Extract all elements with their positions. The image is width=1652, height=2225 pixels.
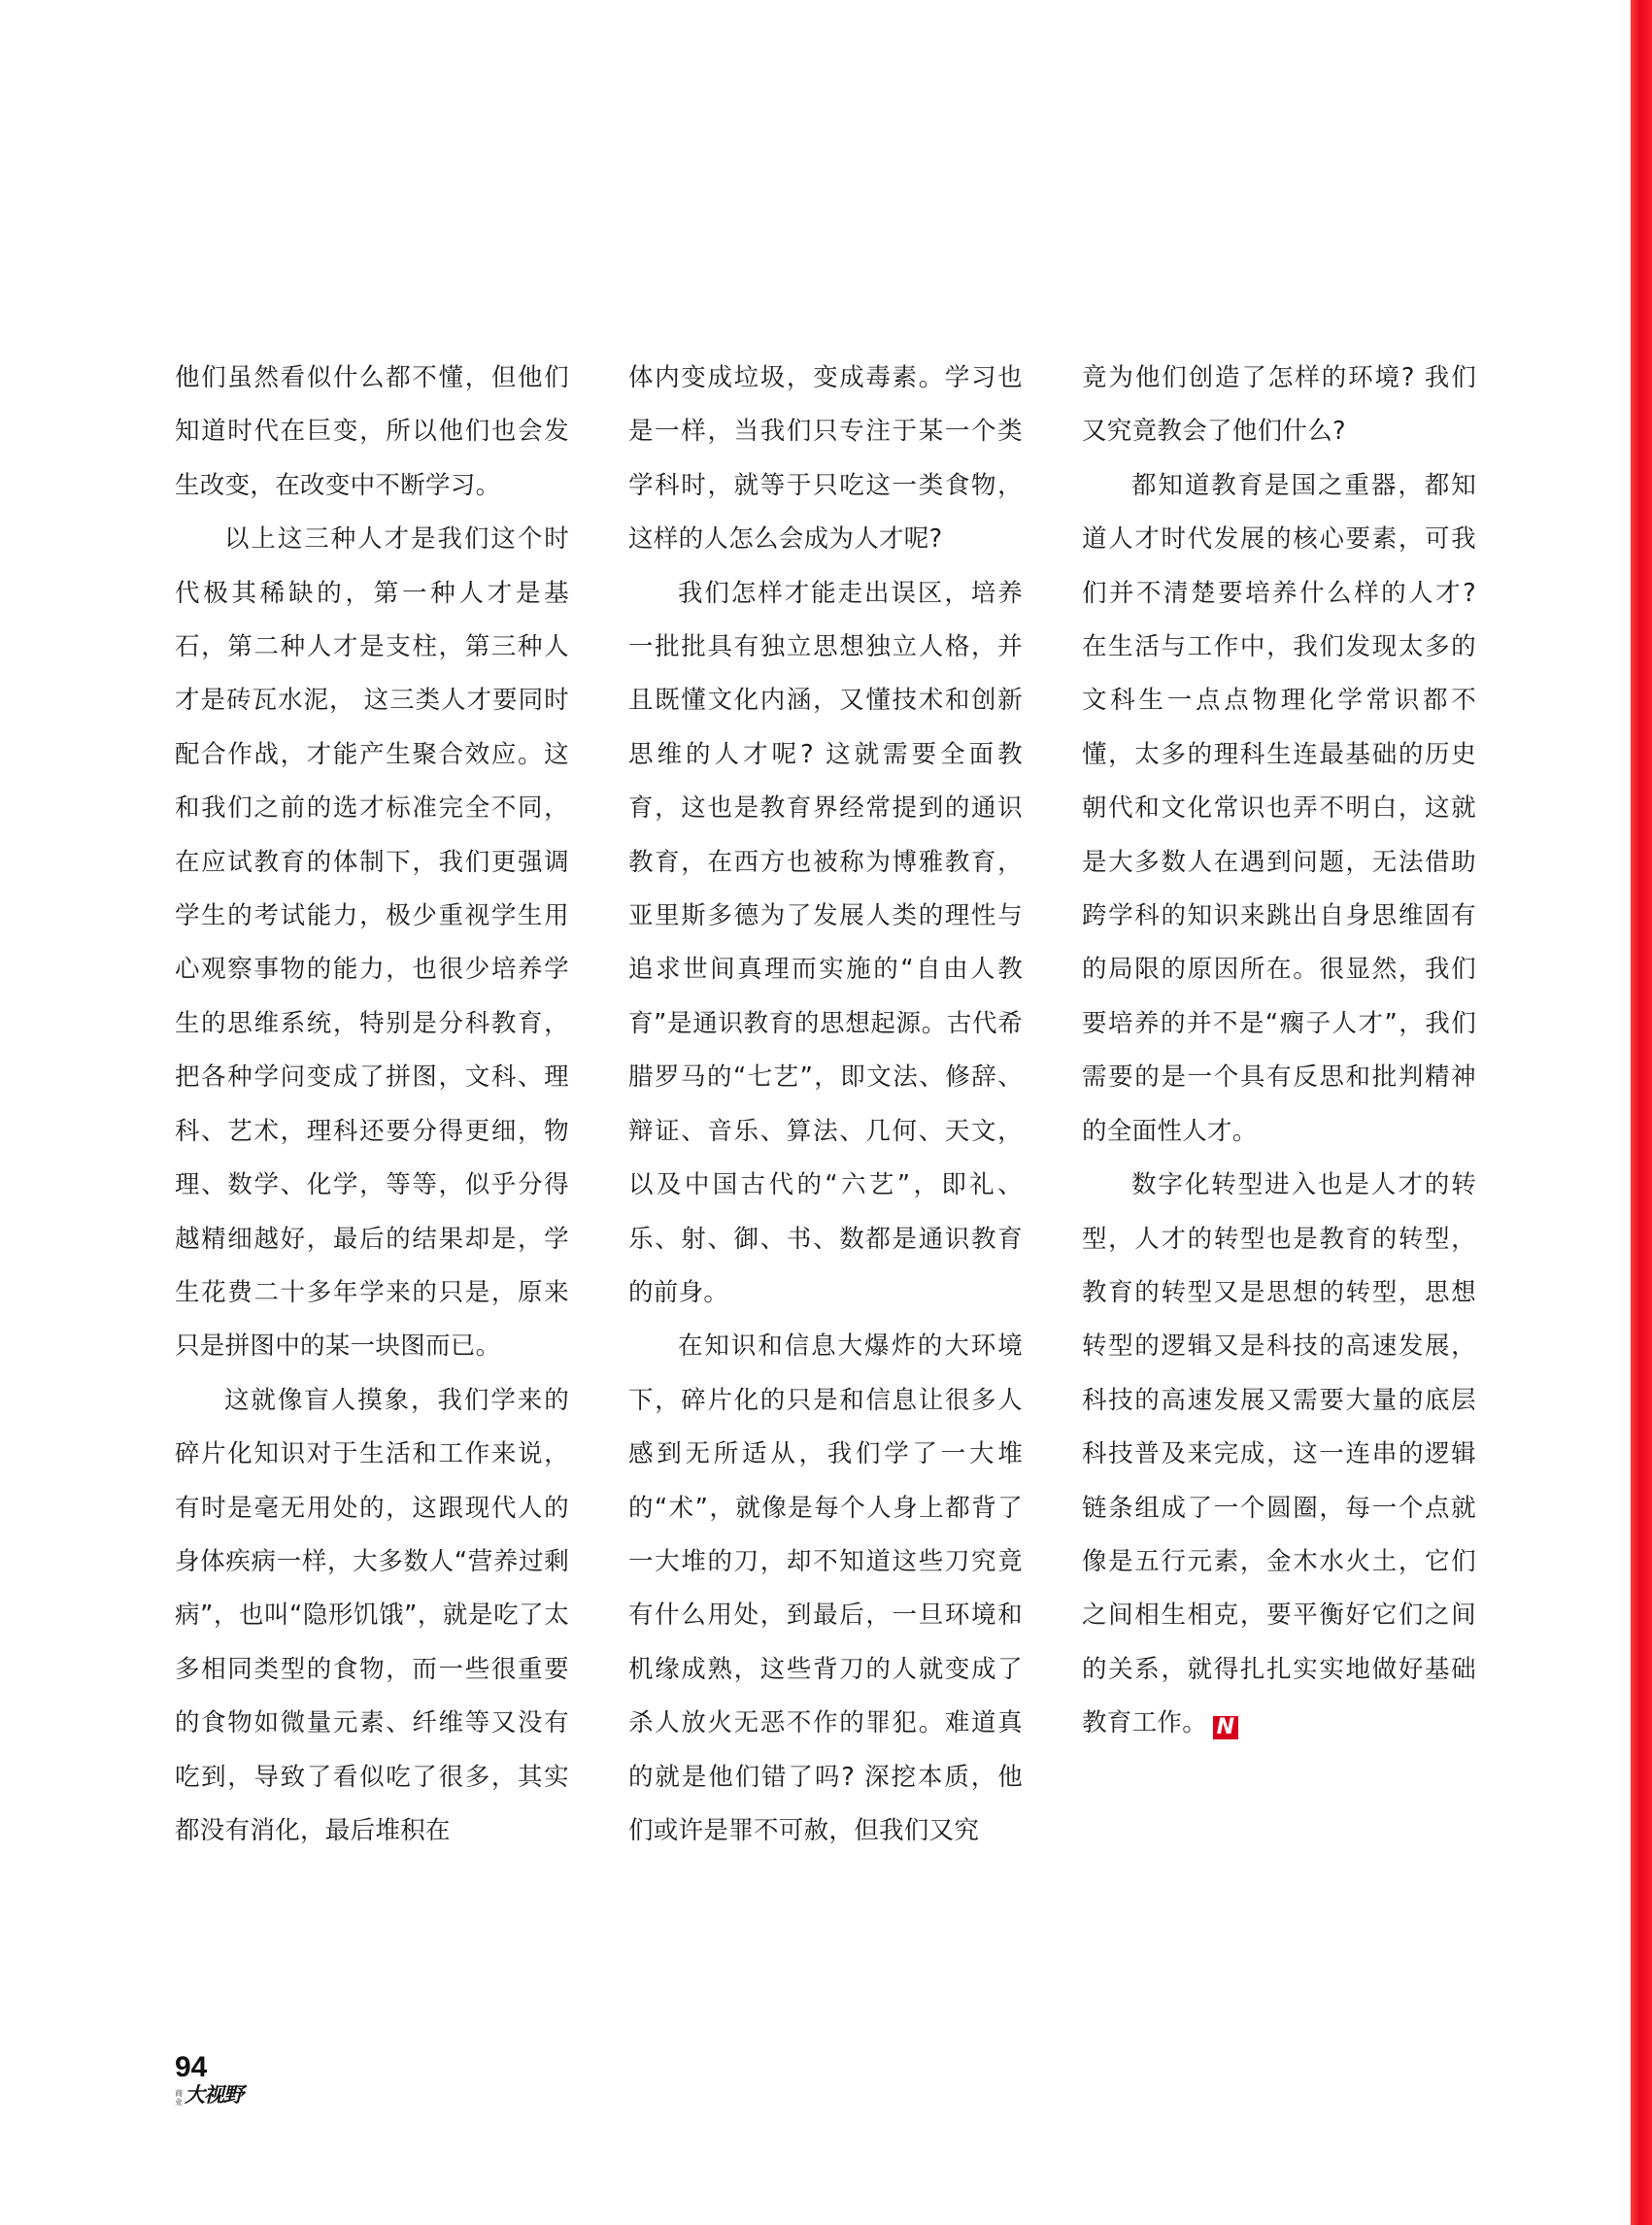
paragraph: 在知识和信息大爆炸的大环境下，碎片化的只是和信息让很多人感到无所适从，我们学了一大堆的“术”，就像是每个人身上都背了一大堆的刀，却不知道这些刀究竟有什么用处，到最后，一旦环境和机缘成熟，这些背刀的人就变成了杀人放火无恶不作的罪犯。难道真的就是他们错了吗? 深挖本质，他们或许是罪不可赦，但我们又究	[628, 1332, 1023, 1845]
last-paragraph	[1082, 1159, 1476, 1750]
page-number: 94	[175, 2051, 208, 2083]
paragraph-text: 数字化转型进入也是人才的转型，人才的转型也是教育的转型，教育的转型又是思想的转型，思想转型的逻辑又是科技的高速发展，科技的高速发展又需要大量的底层科技普及来完成，这一连串的逻辑链条组成了一个圆圈，每一个点就像是五行元素，金木水火土，它们之间相生相克，要平衡好它们之间的关系，就得扎扎实实地做好基础教育工作。	[1082, 1170, 1476, 1738]
magazine-logo-small-text: 商业	[175, 2089, 183, 2107]
magazine-logo-name: 大视野	[185, 2082, 243, 2107]
paragraph: 我们怎样才能走出误区，培养一批批具有独立思想独立人格，并且既懂文化内涵，又懂技术和创新思维的人才呢? 这就需要全面教育，这也是教育界经常提到的通识教育，在西方也被称为博雅教育，亚里斯多德为了发展人类的理性与追求世间真理而实施的“自由人教育”是通识教育的思想起源。古代希腊罗马的“七艺”，即文法、修辞、辩证、音乐、算法、几何、天文，以及中国古代的“六艺”，即礼、乐、射、御、书、数都是通识教育的前身。	[628, 578, 1023, 1307]
paragraph: 这就像盲人摸象，我们学来的碎片化知识对于生活和工作来说，有时是毫无用处的，这跟现代人的身体疾病一样，大多数人“营养过剩病”，也叫“隐形饥饿”，就是吃了太多相同类型的食物，而一些很重要的食物如微量元素、纤维等又没有吃到，导致了看似吃了很多，其实都没有消化，最后堆积在	[175, 1385, 569, 1845]
end-of-article-icon: N	[1213, 1716, 1238, 1739]
paragraph: 都知道教育是国之重器，都知道人才时代发展的核心要素，可我们并不清楚要培养什么样的人才? 在生活与工作中，我们发现太多的文科生一点点物理化学常识都不懂，太多的理科生连最基础的历史朝代和文化常识也弄不明白，这就是大多数人在遇到问题，无法借助跨学科的知识来跳出自身思维固有的局限的原因所在。很显然，我们要培养的并不是“瘸子人才”，我们需要的是一个具有反思和批判精神的全面性人才。	[1082, 470, 1476, 1146]
red-page-edge	[1631, 0, 1652, 2225]
text-column-3	[1082, 352, 1476, 1751]
text-column-2	[628, 352, 1023, 1858]
paragraph: 他们虽然看似什么都不懂，但他们知道时代在巨变，所以他们也会发生改变，在改变中不断学习。	[175, 363, 569, 500]
paragraph: 以上这三种人才是我们这个时代极其稀缺的，第一种人才是基石，第二种人才是支柱，第三种人才是砖瓦水泥， 这三类人才要同时配合作战，才能产生聚合效应。这和我们之前的选才标准完全不同，在应试教育的体制下，我们更强调学生的考试能力，极少重视学生用心观察事物的能力，也很少培养学生的思维系统，特别是分科教育，把各种学问变成了拼图，文科、理科、艺术，理科还要分得更细，物理、数学、化学，等等，似乎分得越精细越好，最后的结果却是，学生花费二十多年学来的只是，原来只是拼图中的某一块图而已。	[175, 524, 569, 1362]
page-footer	[175, 2052, 243, 2107]
magazine-logo	[175, 2083, 243, 2107]
paragraph: 竟为他们创造了怎样的环境? 我们又究竟教会了他们什么?	[1082, 363, 1476, 447]
text-column-1	[175, 352, 569, 1858]
paragraph: 体内变成垃圾，变成毒素。学习也是一样，当我们只专注于某一个类学科时，就等于只吃这一类食物，这样的人怎么会成为人才呢?	[628, 363, 1023, 555]
